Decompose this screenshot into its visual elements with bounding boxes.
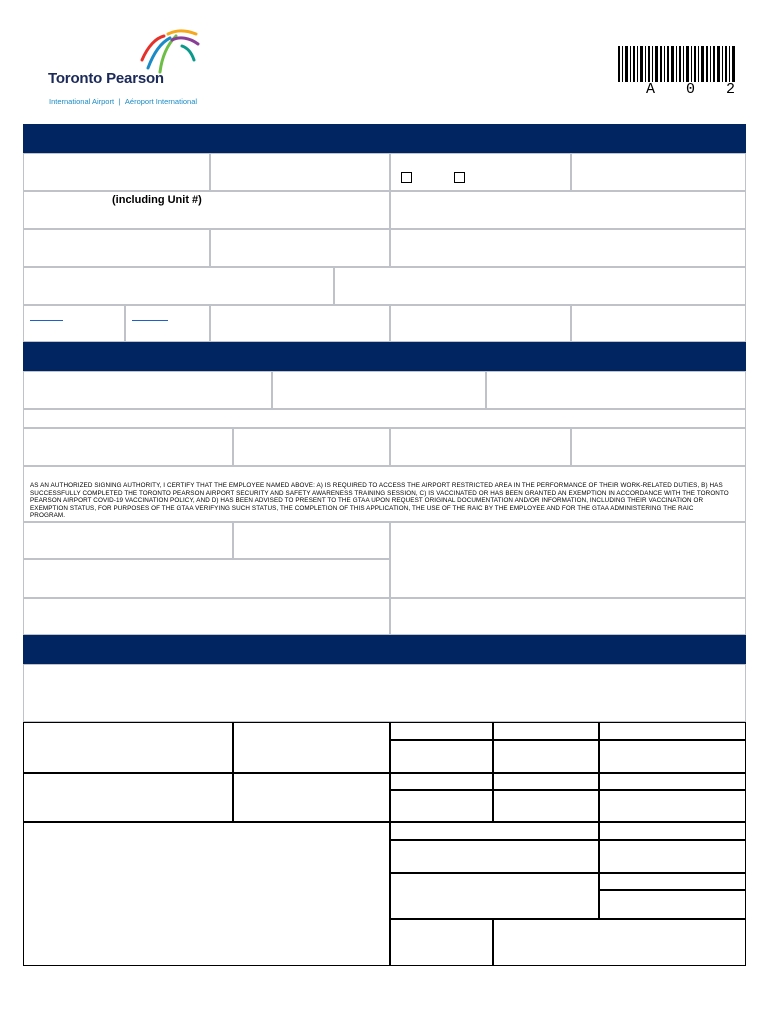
link-underline-2[interactable] (132, 320, 168, 321)
applicant-field-1[interactable] (23, 153, 210, 191)
office-field-b1[interactable] (23, 773, 233, 822)
applicant-address-field[interactable] (23, 191, 390, 229)
employer-field-8[interactable] (571, 428, 746, 466)
office-field-e1[interactable] (390, 919, 493, 966)
logo-subtitle-right: Aéroport International (124, 97, 198, 106)
applicant-field-10[interactable] (23, 267, 334, 305)
office-field-a4[interactable] (493, 740, 599, 773)
applicant-field-12[interactable] (23, 305, 125, 342)
office-notes-area[interactable] (23, 664, 746, 722)
certification-statement (23, 466, 746, 522)
applicant-field-6[interactable] (390, 191, 746, 229)
signatory-field-5[interactable] (390, 598, 746, 635)
signatory-field-4[interactable] (23, 598, 390, 635)
signatory-signature-field[interactable] (390, 522, 746, 598)
applicant-field-11[interactable] (334, 267, 746, 305)
office-field-b4-head (493, 773, 599, 790)
employer-field-5[interactable] (23, 428, 233, 466)
applicant-field-2[interactable] (210, 153, 390, 191)
office-comments-area[interactable] (23, 822, 390, 966)
office-field-c2-head (599, 822, 746, 840)
signatory-field-1[interactable] (23, 522, 233, 559)
toronto-pearson-logo (46, 26, 236, 106)
employer-field-4[interactable] (23, 409, 746, 428)
applicant-field-7[interactable] (23, 229, 210, 267)
office-field-a3[interactable] (390, 740, 493, 773)
office-field-a5-head (599, 722, 746, 740)
office-field-b5-head (599, 773, 746, 790)
section-header-employer (23, 342, 746, 371)
link-underline-1[interactable] (30, 320, 63, 321)
logo-subtitle-separator: | (118, 97, 121, 106)
employer-field-2[interactable] (272, 371, 486, 409)
office-field-a1[interactable] (23, 722, 233, 773)
office-field-b2[interactable] (233, 773, 390, 822)
employer-field-6[interactable] (233, 428, 390, 466)
office-field-b4[interactable] (493, 790, 599, 822)
signatory-field-3[interactable] (23, 559, 390, 598)
certification-text: AS AN AUTHORIZED SIGNING AUTHORITY, I CERTIFY THAT THE EMPLOYEE NAMED ABOVE: A) IS REQUIRED TO ACCESS THE AIRPORT RESTRICTED AREA IN THE PERFORMANCE OF THEIR WORK-RELATED DUTIES, B) HAS SUCCESSFULLY COMPLETED THE TORONTO PEARSON AIRPORT SECURITY AND SAFETY AWARENESS TRAINING SESSION, C) IS VACCINATED OR HAS BEEN GRANTED AN EXEMPTION IN ACCORDANCE WITH THE TORONTO PEARSON AIRPORT COVID-19 VACCINATION POLICY, AND D) HAS BEEN ADVISED TO PRESENT TO THE GTAA UPON REQUEST ORIGINAL DOCUMENTATION AND/OR INFORMATION, INCLUDING THEIR VACCINATION OR EXEMPTION STATUS, FOR PURPOSES OF THE GTAA VERIFYING SUCH STATUS, THE COMPLETION OF THIS APPLICATION, THE USE OF THE RAIC BY THE EMPLOYEE AND FOR THE GTAA ADMINISTERING THE RAIC PROGRAM. (30, 482, 729, 520)
office-field-b5[interactable] (599, 790, 746, 822)
section-header-applicant (23, 124, 746, 153)
option-checkbox-2[interactable] (454, 172, 465, 183)
logo-name: Toronto Pearson (48, 70, 164, 87)
logo-subtitle-left: International Airport (49, 97, 115, 106)
office-field-c2[interactable] (599, 840, 746, 873)
applicant-gender-field (390, 153, 571, 191)
logo-swoosh-icon (138, 26, 202, 74)
office-field-d2[interactable] (599, 890, 746, 919)
employer-field-7[interactable] (390, 428, 571, 466)
form-barcode (616, 46, 747, 102)
employer-field-1[interactable] (23, 371, 272, 409)
applicant-field-14[interactable] (210, 305, 390, 342)
applicant-field-16[interactable] (571, 305, 746, 342)
office-field-b3[interactable] (390, 790, 493, 822)
office-field-d2-head (599, 873, 746, 890)
office-field-c1[interactable] (390, 840, 599, 873)
office-field-e2[interactable] (493, 919, 746, 966)
office-field-a5[interactable] (599, 740, 746, 773)
office-field-a3-head (390, 722, 493, 740)
applicant-field-9[interactable] (390, 229, 746, 267)
office-field-a2[interactable] (233, 722, 390, 773)
applicant-field-13[interactable] (125, 305, 210, 342)
applicant-field-15[interactable] (390, 305, 571, 342)
form-code-label: A 0 2 (646, 81, 747, 98)
employer-field-3[interactable] (486, 371, 746, 409)
office-field-a4-head (493, 722, 599, 740)
logo-subtitle (49, 91, 197, 109)
barcode-icon (616, 46, 738, 84)
office-field-c1-head (390, 822, 599, 840)
applicant-field-8[interactable] (210, 229, 390, 267)
address-unit-note: (including Unit #) (112, 194, 202, 206)
applicant-field-4[interactable] (571, 153, 746, 191)
section-header-office-use (23, 635, 746, 664)
office-field-b3-head (390, 773, 493, 790)
office-field-d1[interactable] (390, 873, 599, 919)
signatory-field-2[interactable] (233, 522, 390, 559)
option-checkbox-1[interactable] (401, 172, 412, 183)
